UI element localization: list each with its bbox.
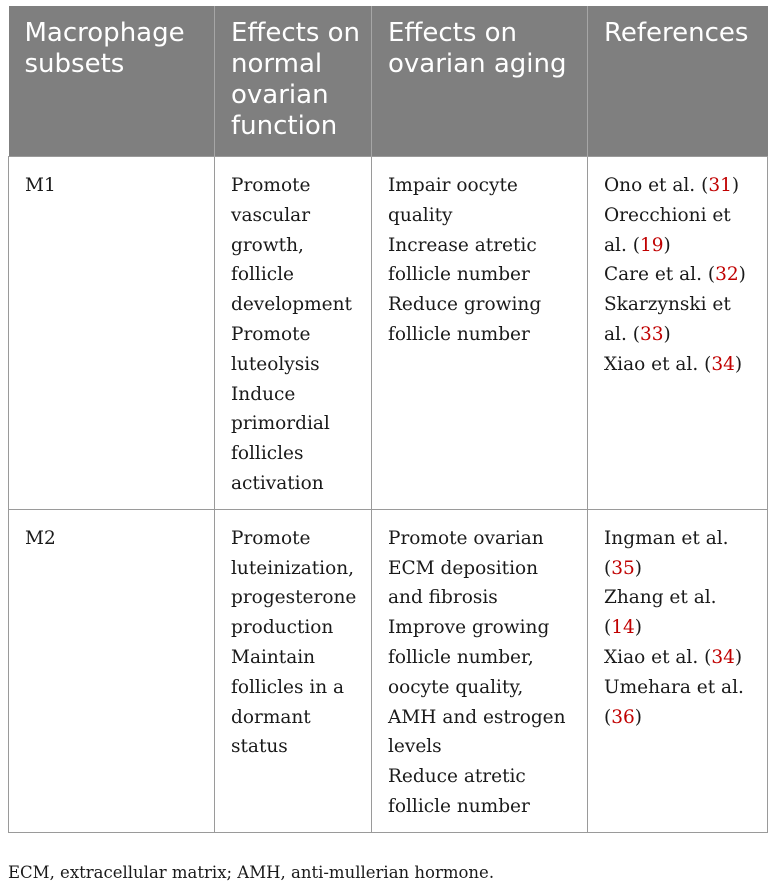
- reference-entry: Care et al. (32): [604, 264, 746, 286]
- header-macrophage-subsets: Macrophage subsets: [9, 6, 215, 157]
- normal-function-item: Promote luteolysis: [231, 323, 320, 375]
- reference-entry: Ono et al. (31): [604, 175, 740, 196]
- aging-item: Increase atretic follicle number: [388, 234, 537, 286]
- header-references: References: [588, 6, 768, 157]
- references-cell: [588, 509, 768, 832]
- reference-author: Care et al.: [604, 264, 702, 286]
- reference-entry: Ingman et al. (35): [604, 527, 729, 579]
- reference-entry: Skarzynski et al. (33): [604, 294, 731, 345]
- reference-entry: Orecchioni et al. (19): [604, 204, 731, 256]
- reference-link[interactable]: 34: [711, 353, 735, 375]
- table-row: [9, 157, 768, 510]
- reference-link[interactable]: 36: [611, 706, 635, 728]
- header-effects-ovarian-aging: Effects on ovarian aging: [372, 6, 588, 157]
- aging-cell: [372, 157, 588, 510]
- aging-item: Impair oocyte quality: [388, 175, 518, 226]
- aging-item: Reduce growing follicle number: [388, 294, 542, 345]
- reference-entry: Umehara et al. (36): [604, 676, 744, 728]
- normal-function-item: Promote vascular growth, follicle development: [231, 175, 352, 316]
- normal-function-cell: [215, 509, 372, 832]
- subset-cell: M2: [9, 509, 215, 832]
- reference-author: Umehara et al.: [604, 676, 744, 698]
- reference-entry: Xiao et al. (34): [604, 353, 743, 375]
- normal-function-item: Induce primordial follicles activation: [231, 383, 330, 494]
- reference-link[interactable]: 14: [611, 617, 635, 639]
- data-table: [8, 6, 768, 833]
- table-header: [9, 6, 768, 157]
- reference-entry: Xiao et al. (34): [604, 646, 743, 668]
- reference-author: Ono et al.: [604, 175, 696, 196]
- header-effects-normal-function: Effects on normal ovarian function: [215, 6, 372, 157]
- reference-link[interactable]: 35: [611, 557, 635, 579]
- subset-cell: M1: [9, 157, 215, 510]
- normal-function-cell: [215, 157, 372, 510]
- reference-author: Skarzynski et al.: [604, 294, 731, 345]
- reference-author: Xiao et al.: [604, 353, 699, 375]
- aging-item: Reduce atretic follicle number: [388, 766, 530, 817]
- references-cell: [588, 157, 768, 510]
- normal-function-item: Maintain follicles in a dormant status: [231, 646, 345, 758]
- aging-cell: [372, 509, 588, 832]
- reference-author: Xiao et al.: [604, 646, 699, 668]
- reference-author: Zhang et al.: [604, 587, 717, 609]
- reference-link[interactable]: 19: [639, 234, 664, 256]
- reference-author: Orecchioni et al.: [604, 204, 731, 256]
- reference-link[interactable]: 33: [639, 323, 664, 345]
- reference-entry: Zhang et al. (14): [604, 587, 717, 639]
- reference-link[interactable]: 31: [708, 175, 732, 196]
- aging-item: Improve growing follicle number, oocyte quality, AMH and estrogen levels: [388, 617, 566, 758]
- aging-item: Promote ovarian ECM deposition and fibrosis: [388, 527, 544, 609]
- reference-link[interactable]: 34: [711, 646, 735, 668]
- reference-author: Ingman et al.: [604, 527, 729, 549]
- normal-function-item: Promote luteinization, progesterone production: [231, 527, 357, 639]
- reference-link[interactable]: 32: [715, 264, 739, 286]
- table-row: [9, 509, 768, 832]
- table-footnote: ECM, extracellular matrix; AMH, anti-mullerian hormone.: [8, 863, 495, 882]
